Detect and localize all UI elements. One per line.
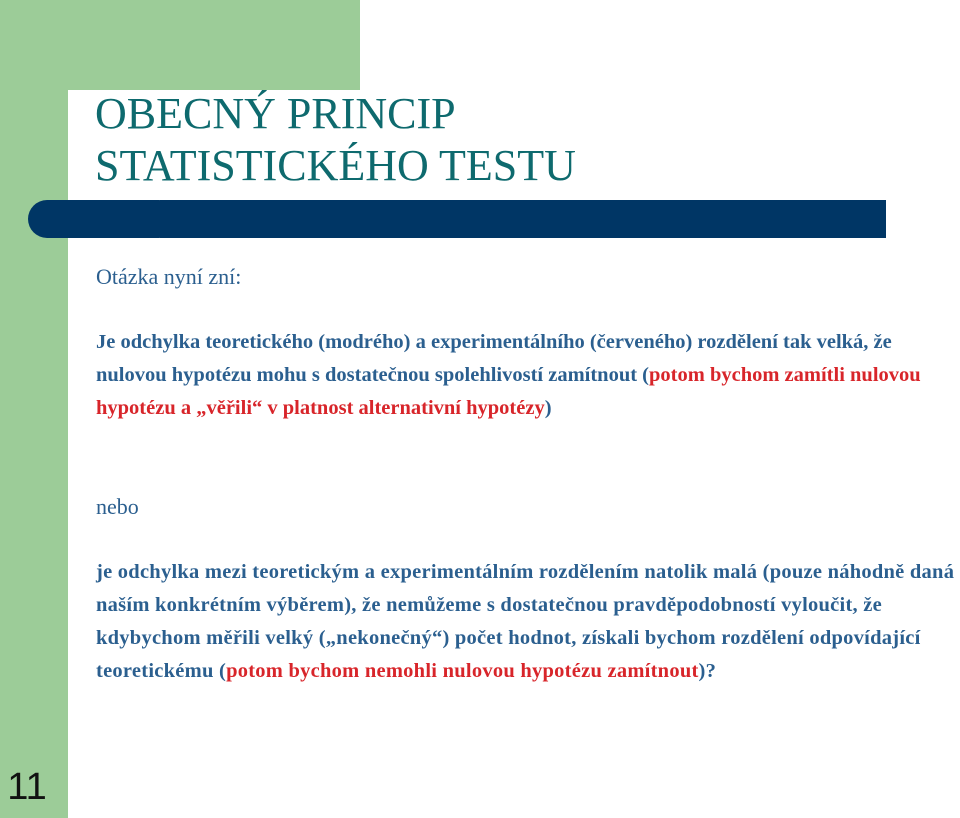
slide-title bbox=[95, 88, 576, 192]
slide-title-line2: STATISTICKÉHO TESTU bbox=[95, 141, 576, 190]
slide-title-line1: OBECNÝ PRINCIP bbox=[95, 89, 456, 138]
p2-text-blue-b: )? bbox=[698, 660, 717, 682]
or-separator: nebo bbox=[96, 494, 139, 519]
p1-text-blue-a: Je odchylka teoretického (modrého) a experimentálního (červeného) rozdělení tak velká, že nulovou hypotézu mohu s dostatečnou spolehlivostí zamítnout ( bbox=[96, 331, 892, 386]
left-green-bar bbox=[0, 0, 68, 818]
top-green-block bbox=[0, 0, 360, 90]
p1-text-red: potom bychom zamítli nulovou hypotézu a „věřili“ v platnost alternativní hypotézy bbox=[96, 364, 921, 419]
title-divider-bar bbox=[160, 200, 886, 238]
p2-text-blue-a: je odchylka mezi teoretickým a experimentálním rozdělením natolik malá (pouze náhodně daná naším konkrétním výběrem), že nemůžeme s dostatečnou pravděpodobností vyloučit, že kdybychom měřili velký („nekonečný“) počet hodnot, získali bychom rozdělení odpovídající teoretickému ( bbox=[96, 561, 955, 682]
p2-text-red: potom bychom nemohli nulovou hypotézu zamítnout bbox=[226, 660, 699, 682]
paragraph-second-option bbox=[96, 556, 956, 688]
paragraph-first-option bbox=[96, 326, 946, 425]
p1-text-blue-b: ) bbox=[544, 397, 552, 419]
divider-bar-cap bbox=[28, 200, 178, 238]
question-label: Otázka nyní zní: bbox=[96, 264, 242, 289]
slide-number: 11 bbox=[7, 766, 47, 808]
